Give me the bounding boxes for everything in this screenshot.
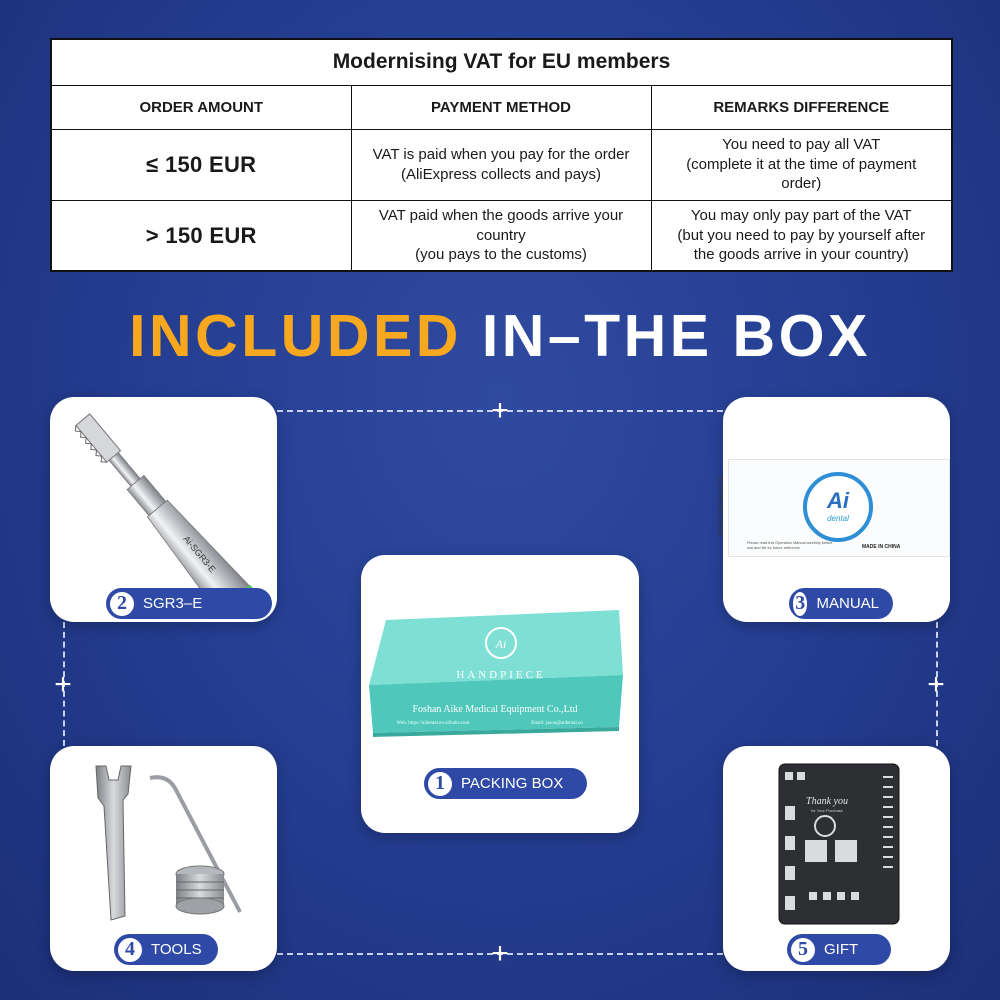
headline-in-the-box: IN–THE BOX [481,303,871,369]
box-word-text: HANDPIECE [456,669,546,681]
header-remarks-difference: REMARKS DIFFERENCE [651,85,952,129]
headline [0,302,1000,370]
table-row [51,129,952,200]
item-number: 2 [110,592,134,616]
gift-for-text: for Your Purchase [811,808,843,813]
cell-line: (but you need to pay by yourself after [677,226,926,244]
payment-method-cell [351,200,651,271]
table-row [51,200,952,271]
handpiece-model-text: Ai-SGR3-E [181,533,218,575]
logo-icon [803,472,873,542]
vat-table-title: Modernising VAT for EU members [51,39,952,85]
manual-made-in: MADE IN CHINA [862,544,901,550]
manual-note: Please read this Operation Manual carefully before use,and file for future reference [747,541,833,550]
item-card-gift [723,746,950,971]
header-order-amount: ORDER AMOUNT [51,85,351,129]
item-label: PACKING BOX [461,775,564,792]
plus-icon: + [491,937,509,970]
box-logo-text: Ai [495,637,507,651]
payment-method-cell [351,129,651,200]
item-number: 3 [793,592,807,616]
item-label-pill [787,934,891,965]
box-company-text: Foshan Aike Medical Equipment Co.,Ltd [412,704,578,715]
item-label-pill [789,588,893,619]
item-card-tools [50,746,277,971]
item-number: 1 [428,772,452,796]
item-number: 5 [791,938,815,962]
cell-line: (complete it at the time of payment [686,155,917,173]
order-amount-cell: ≤ 150 EUR [51,129,351,200]
item-label-pill [114,934,218,965]
remarks-cell [651,129,952,200]
cell-line: VAT is paid when you pay for the order [372,146,630,163]
remarks-cell [651,200,952,271]
logo-sub-text: dental [827,514,849,523]
cell-line: You need to pay all VAT [722,136,881,154]
item-label: TOOLS [151,941,202,958]
cell-line: country [476,226,526,244]
order-amount-cell: > 150 EUR [51,200,351,271]
cell-line: (you pays to the customs) [415,246,587,263]
item-label-pill [424,768,587,799]
plus-icon: + [54,668,72,701]
item-card-handpiece [50,397,277,622]
logo-text: Ai [827,488,849,513]
box-web-text: Web: https://aidental.en.alibaba.com [396,721,470,726]
item-number: 4 [118,938,142,962]
plus-icon: + [491,394,509,427]
item-card-manual [718,397,950,622]
plus-icon: + [927,668,945,701]
cell-line: order) [781,175,822,193]
vat-table [50,38,953,272]
item-card-packing-box [361,555,639,833]
gift-thank-you-text: Thank you [806,796,848,807]
cell-line: VAT paid when the goods arrive your [378,207,624,224]
item-label-pill [106,588,272,619]
header-payment-method: PAYMENT METHOD [351,85,651,129]
box-email-text: Email: jason@aidental.cn [531,721,583,726]
item-label: MANUAL [816,595,879,612]
item-label: GIFT [824,941,859,958]
cell-line: You may only pay part of the VAT [690,207,912,224]
manual-image [718,459,950,557]
cell-line: (AliExpress collects and pays) [400,165,602,183]
headline-included: INCLUDED [129,303,462,369]
cell-line: the goods arrive in your country) [693,246,909,263]
item-label: SGR3–E [143,595,203,612]
manual-side-text: OPERATION MANUAL [718,474,725,536]
